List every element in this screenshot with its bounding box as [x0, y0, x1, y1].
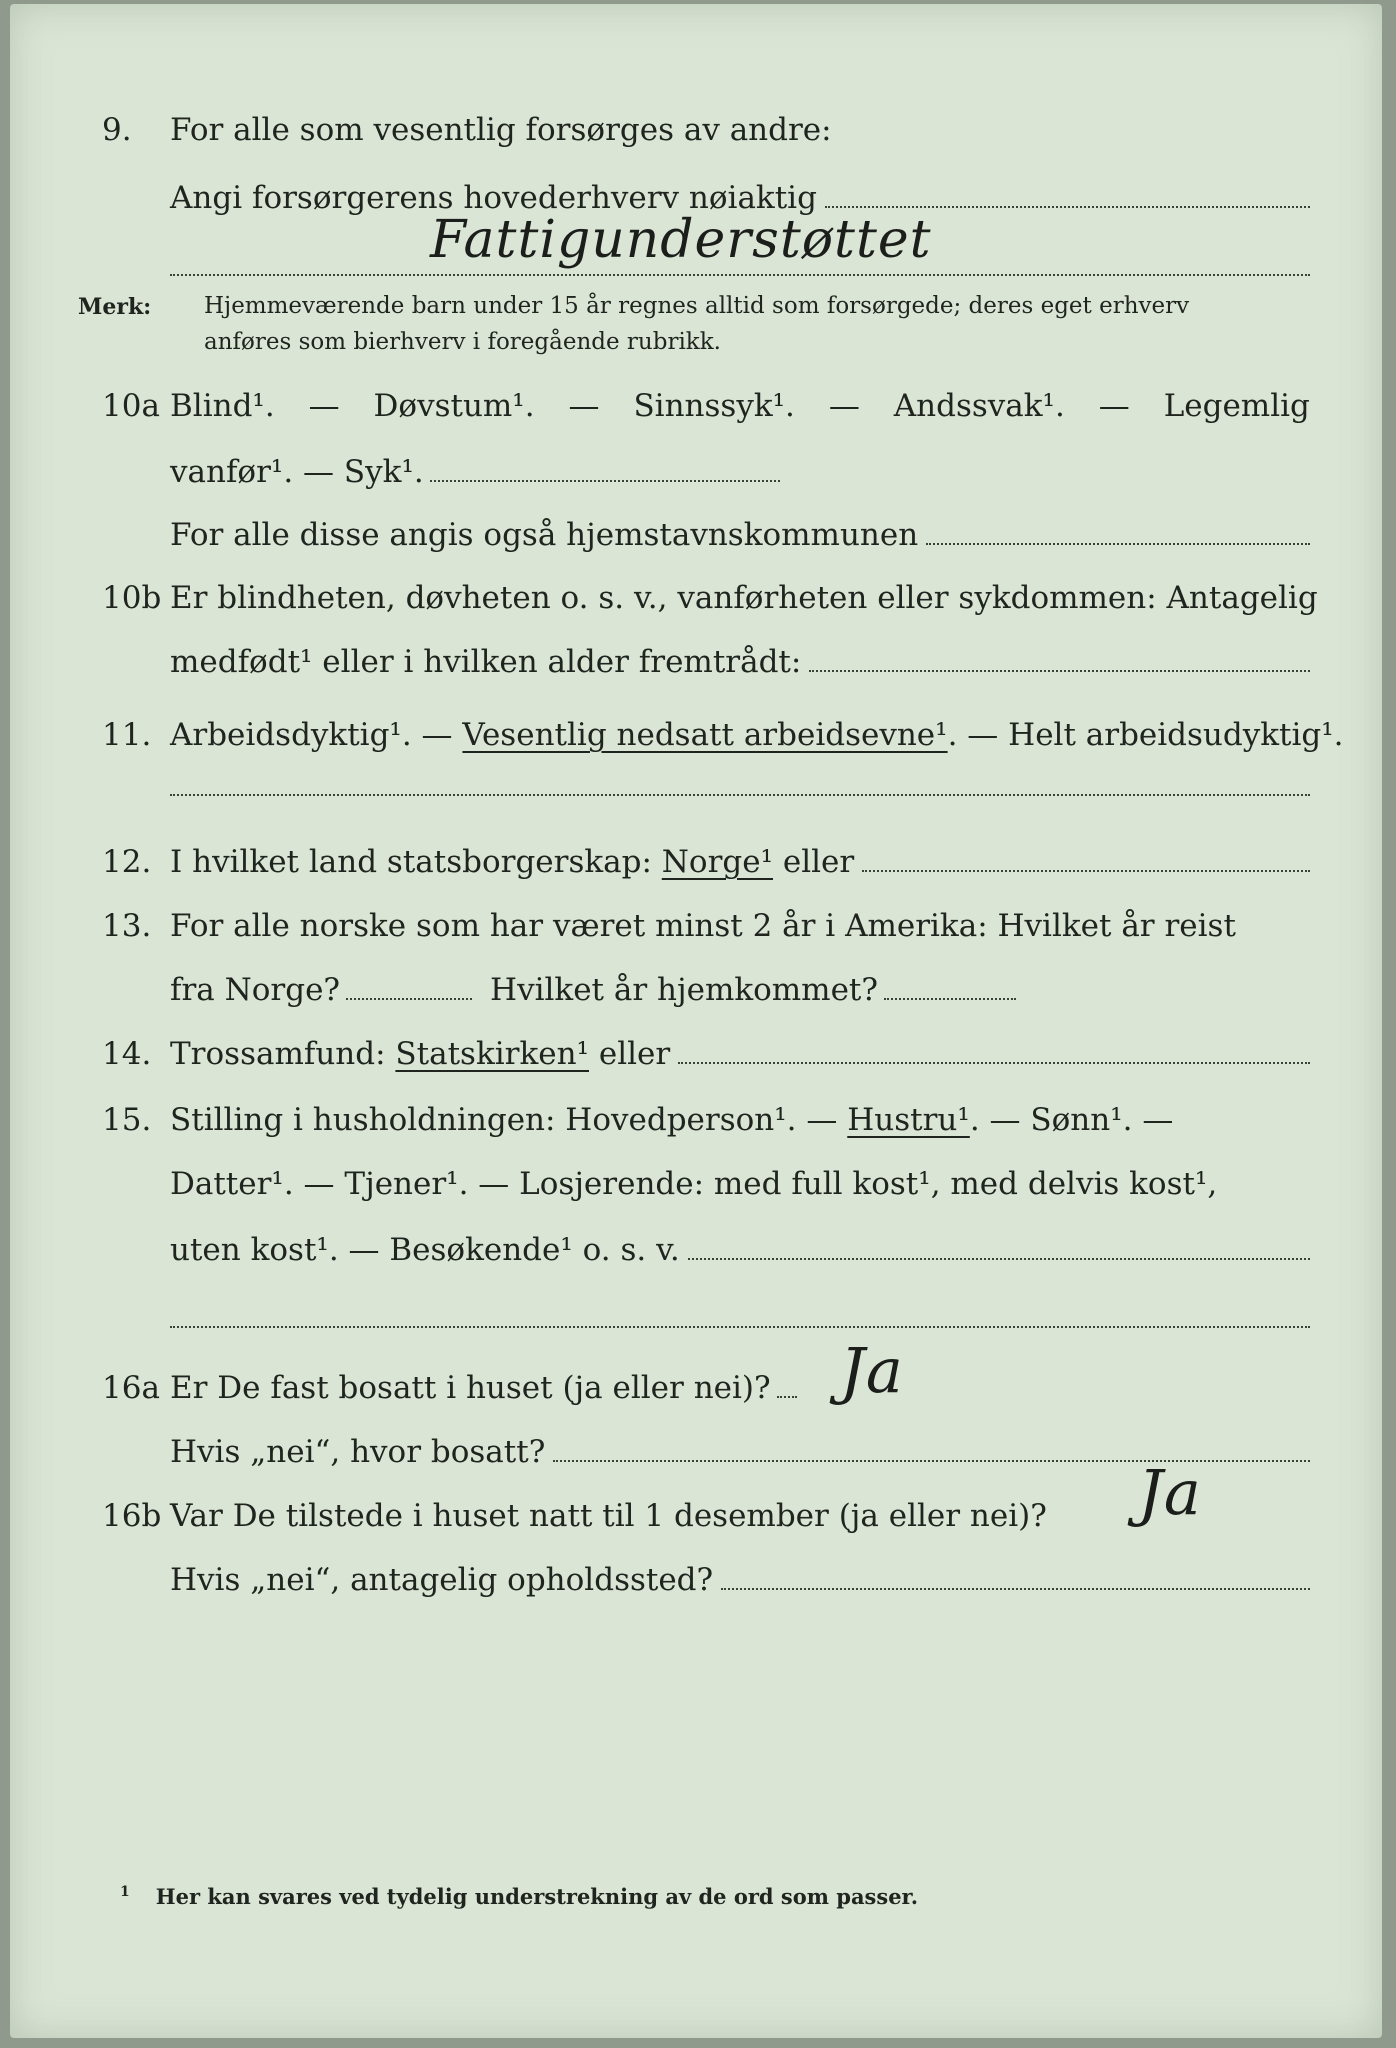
question-number: 10b	[102, 580, 162, 616]
question-15	[10, 1092, 1382, 1148]
selected-option: Statskirken¹	[395, 1036, 589, 1072]
note-label: Merk:	[78, 294, 152, 320]
answer-line	[170, 274, 1310, 276]
answer-line	[809, 669, 1310, 672]
question-text: vanfør¹. — Syk¹.	[170, 454, 424, 490]
option-legemlig: Legemlig	[1163, 388, 1310, 424]
selected-option: Vesentlig nedsatt arbeidsevne¹	[462, 717, 948, 753]
question-text: Er De fast bosatt i huset (ja eller nei)?	[170, 1370, 771, 1406]
answer-line	[430, 479, 780, 482]
footnote-text: Her kan svares ved tydelig understrekning av de ord som passer.	[155, 1884, 919, 1909]
question-text: eller	[773, 844, 855, 880]
question-number: 14.	[102, 1036, 152, 1072]
question-text: Er blindheten, døvheten o. s. v., vanførheten eller sykdommen: Antagelig	[170, 580, 1318, 616]
option-dovstum: Døvstum¹.	[373, 388, 535, 424]
question-text: For alle norske som har været minst 2 år i Amerika: Hvilket år reist	[170, 908, 1236, 944]
question-number: 16b	[102, 1498, 162, 1534]
question-text: I hvilket land statsborgerskap:	[170, 844, 662, 880]
question-text: Hvilket år hjemkommet?	[490, 972, 879, 1008]
question-14	[10, 1026, 1382, 1082]
question-text: Angi forsørgerens hovederhverv nøiaktig	[170, 180, 817, 216]
question-15-line-2	[10, 1156, 1382, 1212]
question-text: Datter¹. — Tjener¹. — Losjerende: med full kost¹, med delvis kost¹,	[170, 1166, 1218, 1202]
question-text: . — Sønn¹. —	[969, 1102, 1174, 1138]
question-9	[10, 102, 1382, 158]
answer-line	[862, 869, 1310, 872]
question-text: eller	[589, 1036, 671, 1072]
answer-line	[688, 1257, 1310, 1260]
answer-line	[825, 205, 1310, 208]
note-text: anføres som bierhverv i foregående rubrikk.	[204, 329, 721, 355]
option-text: . — Helt arbeidsudyktig¹.	[947, 717, 1344, 753]
question-text: For alle som vesentlig forsørges av andre:	[170, 112, 832, 148]
answer-line	[721, 1587, 1310, 1590]
question-11	[10, 707, 1382, 763]
answer-line	[170, 1326, 1310, 1328]
question-number: 15.	[102, 1102, 152, 1138]
dash: —	[828, 388, 860, 424]
option-text: Arbeidsdyktig¹. —	[170, 717, 463, 753]
answer-line	[678, 1061, 1310, 1064]
question-10a-line-2	[10, 444, 1382, 500]
answer-line	[346, 997, 472, 1000]
question-10b	[10, 570, 1382, 626]
question-text: Var De tilstede i huset natt til 1 desember (ja eller nei)?	[170, 1498, 1047, 1534]
footnote	[120, 1884, 918, 1909]
question-text: uten kost¹. — Besøkende¹ o. s. v.	[170, 1232, 680, 1268]
question-13-line-2	[10, 962, 1382, 1018]
option-sinnssyk: Sinnssyk¹.	[633, 388, 795, 424]
question-16a	[10, 1360, 1382, 1416]
question-number: 9.	[102, 112, 132, 148]
answer-line	[884, 997, 1016, 1000]
question-text: Stilling i husholdningen: Hovedperson¹. —	[170, 1102, 848, 1138]
question-15-line-3	[10, 1222, 1382, 1278]
census-form-page	[10, 4, 1382, 2038]
footnote-mark: 1	[120, 1884, 130, 1900]
question-10b-line-2	[10, 634, 1382, 690]
answer-line	[170, 794, 1310, 796]
handwritten-answer: Ja	[1138, 1456, 1202, 1529]
question-number: 10a	[102, 388, 160, 424]
question-text: Hvis „nei“, antagelig opholdssted?	[170, 1562, 714, 1598]
question-text: medfødt¹ eller i hvilken alder fremtrådt:	[170, 644, 802, 680]
dash: —	[1098, 388, 1130, 424]
answer-line	[777, 1395, 797, 1398]
dash: —	[568, 388, 600, 424]
question-10a	[10, 378, 1382, 434]
question-number: 16a	[102, 1370, 160, 1406]
question-number: 12.	[102, 844, 152, 880]
question-text: fra Norge?	[170, 972, 341, 1008]
question-10a-line-3	[10, 507, 1382, 563]
question-text: Trossamfund:	[170, 1036, 396, 1072]
option-blind: Blind¹.	[170, 388, 275, 424]
option-andssvak: Andssvak¹.	[893, 388, 1065, 424]
answer-line	[926, 542, 1310, 545]
dash: —	[308, 388, 340, 424]
selected-option: Norge¹	[661, 844, 774, 880]
question-13	[10, 898, 1382, 954]
note-text: Hjemmeværende barn under 15 år regnes alltid som forsørgede; deres eget erhverv	[204, 293, 1190, 319]
question-number: 11.	[102, 717, 152, 753]
question-16b-line-2	[10, 1552, 1382, 1608]
question-text: For alle disse angis også hjemstavnskommunen	[170, 517, 919, 553]
question-12	[10, 834, 1382, 890]
handwritten-answer: Ja	[840, 1334, 904, 1407]
question-number: 13.	[102, 908, 152, 944]
question-text: Hvis „nei“, hvor bosatt?	[170, 1434, 546, 1470]
handwritten-answer: Fattigunderstøttet	[430, 210, 932, 270]
selected-option: Hustru¹	[847, 1102, 970, 1138]
